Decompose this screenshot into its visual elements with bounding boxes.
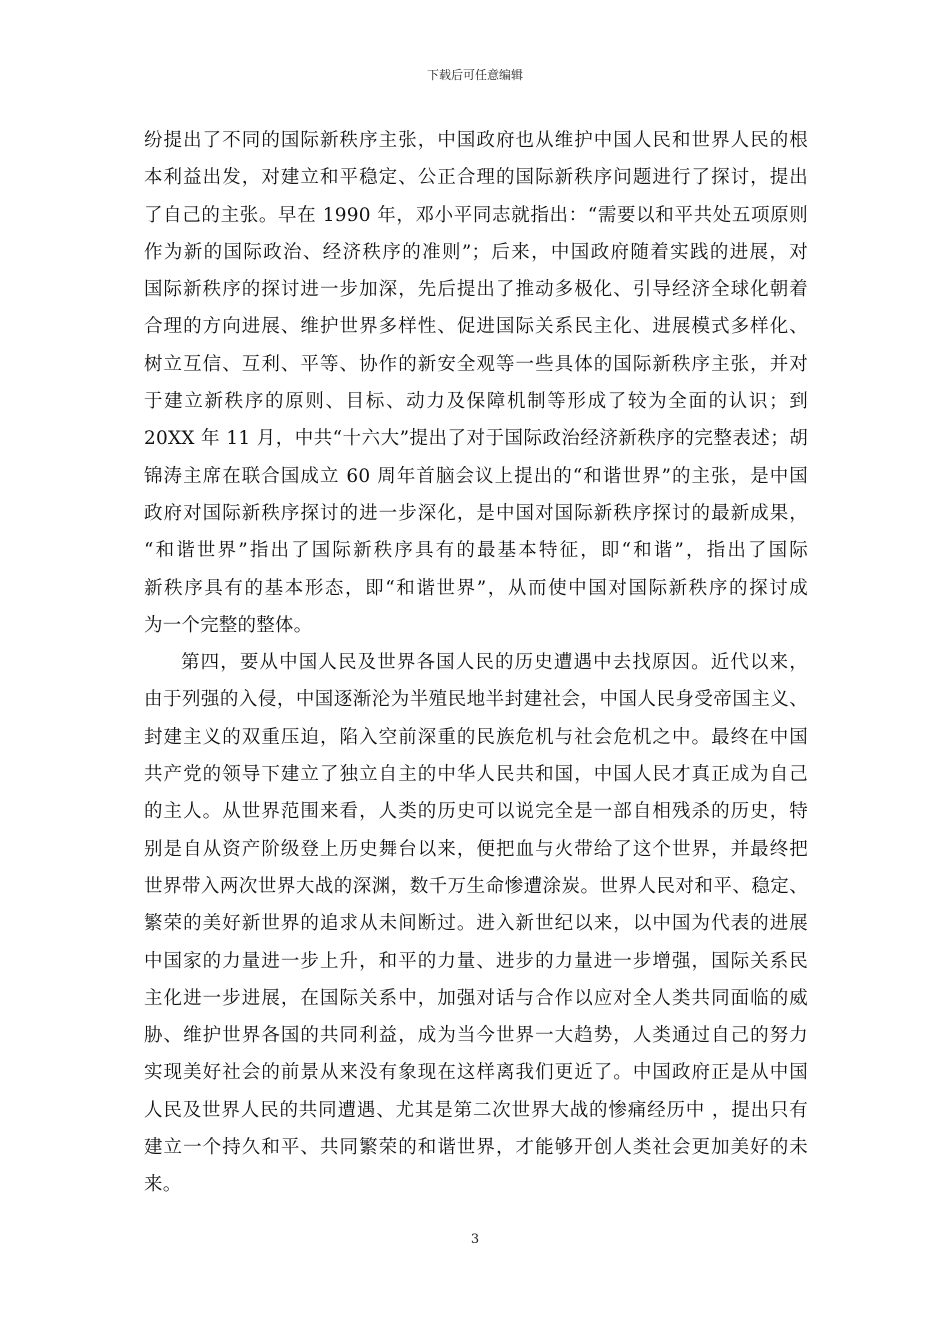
text-line: 别是自从资产阶级登上历史舞台以来，便把血与火带给了这个世界，并最终把	[144, 838, 808, 860]
body-text	[144, 122, 808, 1204]
paragraph-2	[144, 644, 808, 1203]
text-line: 本利益出发，对建立和平稳定、公正合理的国际新秩序问题进行了探讨，提出	[144, 167, 808, 189]
text-line: 作为新的国际政治、经济秩序的准则”；后来，中国政府随着实践的进展，对	[144, 241, 808, 263]
text-line: 国际新秩序的探讨进一步加深，先后提出了推动多极化、引导经济全球化朝着	[144, 279, 808, 301]
text-line: 实现美好社会的前景从来没有象现在这样离我们更近了。中国政府正是从中国	[144, 1062, 808, 1084]
text-line: 中国家的力量进一步上升，和平的力量、进步的力量进一步增强，国际关系民	[144, 950, 808, 972]
text-line: 胁、维护世界各国的共同利益，成为当今世界一大趋势，人类通过自己的努力	[144, 1025, 808, 1047]
text-line: 封建主义的双重压迫，陷入空前深重的民族危机与社会危机之中。最终在中国	[144, 726, 808, 748]
text-line: 主化进一步进展，在国际关系中，加强对话与合作以应对全人类共同面临的威	[144, 987, 808, 1009]
text-line: 新秩序具有的基本形态，即“和谐世界”，从而使中国对国际新秩序的探讨成	[144, 577, 808, 599]
text-line: 人民及世界人民的共同遭遇、尤其是第二次世界大战的惨痛经历中 ，提出只有	[144, 1099, 808, 1121]
text-line: 为一个完整的整体。	[144, 614, 313, 636]
text-line: 政府对国际新秩序探讨的进一步深化，是中国对国际新秩序探讨的最新成果，	[144, 502, 808, 524]
text-line: 合理的方向进展、维护世界多样性、促进国际关系民主化、进展模式多样化、	[144, 316, 808, 338]
text-line: 繁荣的美好新世界的追求从未间断过。进入新世纪以来，以中国为代表的进展	[144, 913, 808, 935]
text-line: “和谐世界”指出了国际新秩序具有的最基本特征，即“和谐”，指出了国际	[144, 540, 808, 562]
text-line: 纷提出了不同的国际新秩序主张，中国政府也从维护中国人民和世界人民的根	[144, 130, 808, 151]
text-line: 共产党的领导下建立了独立自主的中华人民共和国，中国人民才真正成为自己	[144, 764, 808, 786]
text-line: 于建立新秩序的原则、目标、动力及保障机制等形成了较为全面的认识；到	[144, 391, 808, 413]
text-line: 的主人。从世界范围来看，人类的历史可以说完全是一部自相残杀的历史，特	[144, 801, 808, 823]
text-line: 树立互信、互利、平等、协作的新安全观等一些具体的国际新秩序主张，并对	[144, 353, 808, 375]
text-line: 世界带入两次世界大战的深渊，数千万生命惨遭涂炭。世界人民对和平、稳定、	[144, 875, 808, 897]
paragraph-1	[144, 122, 808, 644]
text-line: 由于列强的入侵，中国逐渐沦为半殖民地半封建社会，中国人民身受帝国主义、	[144, 689, 808, 711]
text-line: 来。	[144, 1174, 182, 1196]
text-line: 建立一个持久和平、共同繁荣的和谐世界，才能够开创人类社会更加美好的未	[144, 1137, 808, 1159]
text-line: 第四，要从中国人民及世界各国人民的历史遭遇中去找原因。近代以来，	[181, 652, 808, 674]
text-line: 20XX 年 11 月，中共“十六大”提出了对于国际政治经济新秩序的完整表述；胡	[144, 428, 808, 450]
text-line: 锦涛主席在联合国成立 60 周年首脑会议上提出的“和谐世界”的主张，是中国	[144, 465, 808, 487]
page-header: 下载后可任意编辑	[426, 68, 523, 82]
page-number: 3	[470, 1232, 480, 1247]
text-line: 了自己的主张。早在 1990 年，邓小平同志就指出：“需要以和平共处五项原则	[144, 204, 808, 226]
